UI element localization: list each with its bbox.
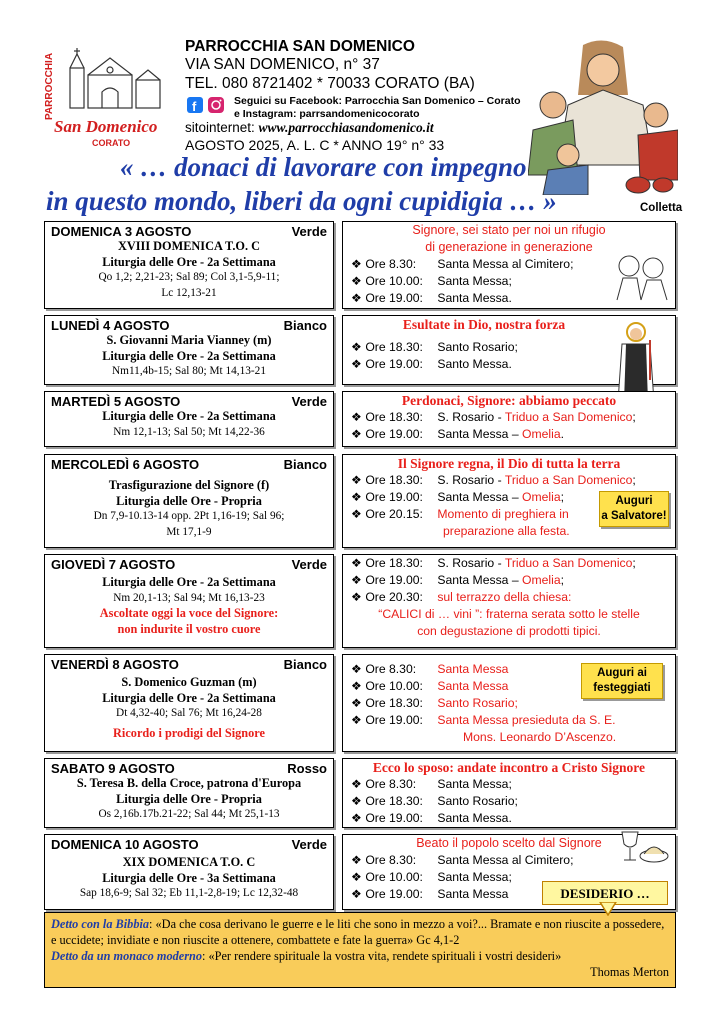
schedule-line: ❖ Ore 20.15: Momento di preghiera in: [351, 507, 569, 521]
liturgy-hours: Liturgia delle Ore - 2a Settimana: [102, 254, 276, 269]
psalm-response: Ricordo i prodigi del Signore: [113, 725, 265, 740]
liturgical-color: Bianco: [283, 318, 327, 333]
liturgical-color: Verde: [291, 224, 327, 239]
logo-city-text: CORATO: [92, 138, 131, 148]
liturgical-color: Verde: [291, 837, 327, 852]
schedule-line: ❖ Ore 8.30: Santa Messa al Cimitero;: [351, 257, 574, 271]
day-title: MERCOLEDÌ 6 AGOSTO Bianco: [51, 457, 327, 472]
schedule-line: ❖ Ore 18.30: Santo Rosario;: [351, 696, 518, 710]
monk-quote: [51, 948, 669, 964]
bible-quote-label: Detto con la Bibbia: [51, 917, 150, 931]
jesus-apostles-illustration: [528, 35, 678, 195]
psalm-response: Perdonaci, Signore: abbiamo peccato: [401, 393, 617, 408]
schedule-line: ❖ Ore 19.00: Santa Messa presieduta da S. E.: [351, 713, 616, 727]
callout-pointer: [598, 902, 618, 916]
day-title: GIOVEDÌ 7 AGOSTO Verde: [51, 557, 327, 572]
bible-quote-text: : «Da che cosa derivano le guerre e le liti che sono in mezzo a voi?... Bramate e non riuscite a possedere, e uccidete; invidiate e non riuscite a ottenere, combattete e fate la guerra» Gc 4,1-2: [51, 917, 665, 947]
liturgical-color: Verde: [291, 394, 327, 409]
monk-quote-text: : «Per rendere spirituale la vostra vita, rendete spirituali i vostri desideri»: [202, 949, 562, 963]
event-description: “CALICI di … vini ”: fraterna serata sotto le stelle: [378, 607, 640, 621]
schedule-line-cont: Mons. Leonardo D’Ascenzo.: [463, 730, 617, 744]
day-title: DOMENICA 3 AGOSTO Verde: [51, 224, 327, 239]
readings: Sap 18,6-9; Sal 32; Eb 11,1-2,8-19; Lc 12,32-48: [79, 887, 299, 899]
liturgy-hours: Liturgia delle Ore - 2a Settimana: [102, 690, 276, 705]
liturgy-hours: Liturgia delle Ore - 2a Settimana: [102, 348, 276, 363]
day-block: [44, 654, 676, 754]
day-block: [44, 554, 676, 650]
psalm-response: Signore, sei stato per noi un rifugio: [412, 223, 606, 237]
monk-quote-label: Detto da un monaco moderno: [51, 949, 202, 963]
quote-line-2: in questo mondo, liberi da ogni cupidigia … »: [46, 186, 557, 216]
liturgy-hours: Liturgia delle Ore - 2a Settimana: [102, 409, 276, 423]
day-liturgy-box: [44, 391, 334, 447]
celebration: Trasfigurazione del Signore (f): [108, 478, 270, 492]
facebook-line: Seguici su Facebook: Parrocchia San Domenico – Corato: [234, 95, 521, 107]
footer-quotes: [44, 912, 676, 988]
readings: Nm 12,1-13; Sal 50; Mt 14,22-36: [113, 425, 265, 438]
monk-quote-author: Thomas Merton: [590, 965, 669, 979]
readings: Dt 4,32-40; Sal 76; Mt 16,24-28: [116, 707, 262, 719]
schedule-line: ❖ Ore 19.00: Santa Messa – Omelia;: [351, 573, 564, 587]
psalm-response: Ecco lo sposo: andate incontro a Cristo Signore: [372, 760, 646, 775]
psalm-response: Ascoltate oggi la voce del Signore:: [99, 606, 279, 620]
desire-callout: DESIDERIO …: [542, 881, 668, 905]
schedule-line: ❖ Ore 8.30: Santa Messa al Cimitero;: [351, 853, 574, 867]
day-block: [44, 391, 676, 449]
celebration: S. Domenico Guzman (m): [121, 675, 257, 689]
schedule-line: ❖ Ore 10.00: Santa Messa;: [351, 274, 512, 288]
day-title: LUNEDÌ 4 AGOSTO Bianco: [51, 318, 327, 333]
schedule-line: ❖ Ore 18.30: Santo Rosario;: [351, 340, 518, 354]
day-schedule-box: [342, 454, 676, 548]
liturgy-hours: Liturgia delle Ore - Propria: [116, 791, 262, 806]
facebook-icon: [187, 97, 203, 114]
day-schedule-box: [342, 758, 676, 828]
schedule-line: ❖ Ore 18.30: S. Rosario - Triduo a San Domenico;: [351, 473, 636, 487]
bible-quote: [51, 916, 669, 948]
schedule-line: ❖ Ore 18.30: Santo Rosario;: [351, 794, 518, 808]
readings-cont: Mt 17,1-9: [166, 525, 212, 538]
logo-main-text: San Domenico: [54, 117, 158, 136]
schedule-line: ❖ Ore 19.00: Santa Messa: [351, 887, 509, 901]
day-block: [44, 758, 676, 830]
schedule-line: ❖ Ore 8.30: Santa Messa;: [351, 777, 512, 791]
day-liturgy-box: [44, 554, 334, 648]
liturgy-hours: Liturgia delle Ore - Propria: [116, 493, 262, 508]
website-label: sitointernet:: [185, 120, 259, 135]
day-title: SABATO 9 AGOSTO Rosso: [51, 761, 327, 776]
website-link[interactable]: www.parrocchiasandomenico.it: [258, 120, 434, 135]
parish-logo: [40, 40, 170, 150]
day-schedule-box: [342, 221, 676, 309]
readings-cont: Lc 12,13-21: [161, 286, 217, 299]
event-description-cont: con degustazione di prodotti tipici.: [417, 624, 601, 638]
parish-address: VIA SAN DOMENICO, n° 37: [185, 56, 380, 73]
celebration: S. Giovanni Maria Vianney (m): [106, 333, 272, 347]
readings: Dn 7,9-10.13-14 opp. 2Pt 1,16-19; Sal 96;: [93, 510, 285, 522]
day-block: [44, 315, 676, 387]
psalm-response: Beato il popolo scelto dal Signore: [416, 836, 602, 850]
day-liturgy-box: [44, 758, 334, 828]
greetings-note: Auguri ai festeggiati: [581, 663, 663, 699]
readings: Nm11,4b-15; Sal 80; Mt 14,13-21: [112, 365, 266, 377]
instagram-line: e Instagram: parrsandomenicocorato: [234, 108, 420, 120]
quote-source: Colletta: [640, 202, 683, 214]
day-block: [44, 454, 676, 550]
schedule-line: ❖ Ore 10.00: Santa Messa;: [351, 870, 512, 884]
liturgical-color: Bianco: [283, 657, 327, 672]
schedule-line: ❖ Ore 8.30: Santa Messa: [351, 662, 509, 676]
social-icons: [186, 96, 230, 114]
celebration: XIX DOMENICA T.O. C: [122, 855, 256, 869]
day-liturgy-box: [44, 454, 334, 548]
schedule-line: ❖ Ore 18.30: S. Rosario - Triduo a San Domenico;: [351, 556, 636, 570]
day-title: VENERDÌ 8 AGOSTO Bianco: [51, 657, 327, 672]
liturgical-color: Bianco: [283, 457, 327, 472]
psalm-response: Esultate in Dio, nostra forza: [402, 317, 566, 332]
readings: Nm 20,1-13; Sal 94; Mt 16,13-23: [113, 591, 265, 604]
greetings-note: Auguri a Salvatore!: [599, 491, 669, 527]
schedule-line: ❖ Ore 18.30: S. Rosario - Triduo a San Domenico;: [351, 410, 636, 424]
psalm-response-cont: non indurite il vostro cuore: [117, 621, 261, 636]
schedule-line: ❖ Ore 19.00: Santo Messa.: [351, 357, 512, 371]
day-liturgy-box: [44, 654, 334, 752]
liturgy-hours: Liturgia delle Ore - 2a Settimana: [102, 575, 276, 589]
quote-line-1: « … donaci di lavorare con impegno: [120, 152, 527, 182]
schedule-line-cont: preparazione alla festa.: [443, 524, 570, 538]
day-block: [44, 221, 676, 311]
day-title: MARTEDÌ 5 AGOSTO Verde: [51, 394, 327, 409]
psalm-response-cont: di generazione in generazione: [425, 240, 593, 254]
celebration: XVIII DOMENICA T.O. C: [117, 239, 260, 253]
schedule-line: ❖ Ore 19.00: Santa Messa – Omelia;: [351, 490, 564, 504]
day-liturgy-box: [44, 315, 334, 385]
day-liturgy-box: [44, 221, 334, 309]
website-line: [185, 120, 434, 136]
readings: Os 2,16b.17b.21-22; Sal 44; Mt 25,1-13: [98, 808, 280, 820]
chalice-icon: [608, 826, 672, 874]
day-schedule-box: [342, 554, 676, 648]
schedule-line: ❖ Ore 20.30: sul terrazzo della chiesa:: [351, 590, 572, 604]
day-title: DOMENICA 10 AGOSTO Verde: [51, 837, 327, 852]
schedule-line: ❖ Ore 19.00: Santa Messa.: [351, 291, 512, 305]
liturgy-hours: Liturgia delle Ore - 3a Settimana: [102, 870, 276, 885]
psalm-response: Il Signore regna, il Dio di tutta la terra: [397, 456, 621, 471]
children-icon: [611, 246, 671, 302]
schedule-line: ❖ Ore 10.00: Santa Messa: [351, 679, 509, 693]
svg-text:f: f: [192, 99, 197, 114]
liturgical-color: Verde: [291, 557, 327, 572]
instagram-icon: [208, 97, 224, 113]
day-schedule-box: [342, 391, 676, 447]
issue-info: AGOSTO 2025, A. L. C * ANNO 19° n° 33: [185, 137, 445, 153]
readings: Qo 1,2; 2,21-23; Sal 89; Col 3,1-5,9-11;: [98, 271, 280, 283]
liturgical-color: Rosso: [287, 761, 327, 776]
parish-phone: TEL. 080 8721402 * 70033 CORATO (BA): [185, 75, 475, 92]
celebration: S. Teresa B. della Croce, patrona d'Europa: [76, 776, 302, 790]
parish-name: PARROCCHIA SAN DOMENICO: [185, 38, 415, 55]
day-schedule-box: [342, 654, 676, 752]
day-liturgy-box: [44, 834, 334, 910]
logo-vertical-text: PARROCCHIA: [44, 52, 55, 120]
schedule-line: ❖ Ore 19.00: Santa Messa.: [351, 811, 512, 825]
schedule-line: ❖ Ore 19.00: Santa Messa – Omelia.: [351, 427, 564, 441]
